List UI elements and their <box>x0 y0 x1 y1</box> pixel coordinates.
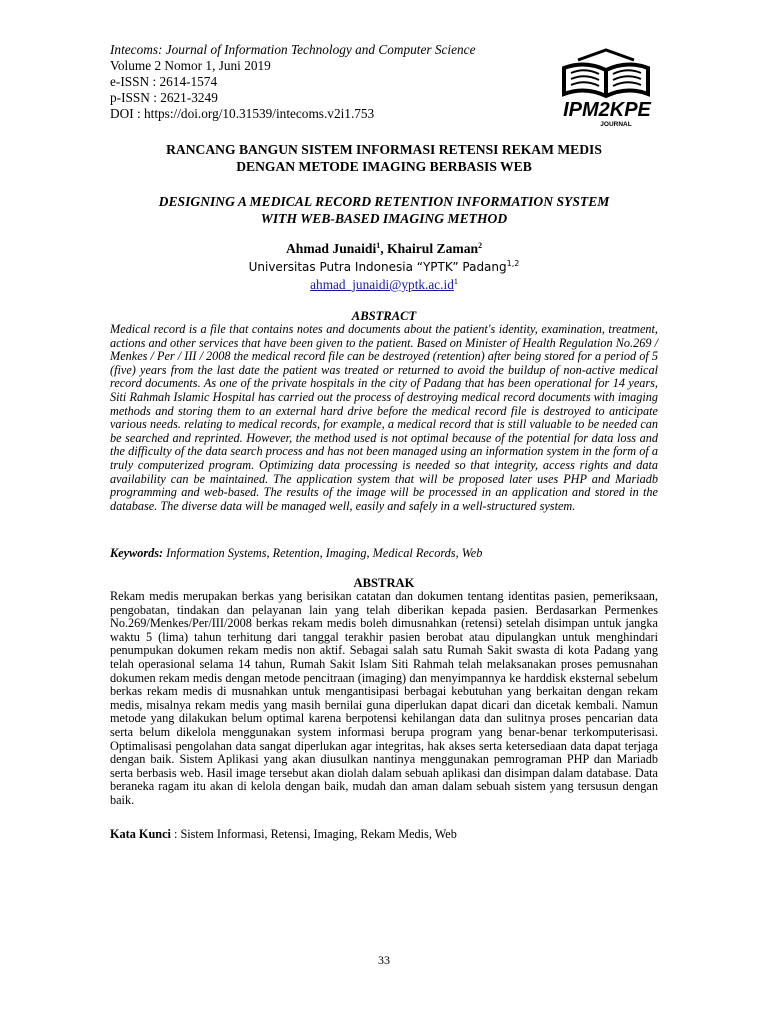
paper-title-english <box>110 193 658 227</box>
email-sup: 1 <box>453 277 458 286</box>
journal-volume: Volume 2 Nomor 1, Juni 2019 <box>110 58 271 73</box>
title-id-line: DENGAN METODE IMAGING BERBASIS WEB <box>236 159 532 174</box>
kata-kunci-text: : Sistem Informasi, Retensi, Imaging, Rekam Medis, Web <box>170 827 457 841</box>
title-id-line: RANCANG BANGUN SISTEM INFORMASI RETENSI REKAM MEDIS <box>166 142 602 157</box>
kata-kunci-label: Kata Kunci <box>110 827 171 841</box>
author-separator: , <box>380 241 388 256</box>
journal-pissn: p-ISSN : 2621-3249 <box>110 90 218 105</box>
kata-kunci <box>110 827 658 841</box>
keywords-label: Keywords: <box>110 546 164 560</box>
journal-logo <box>552 46 662 130</box>
keywords-text: Information Systems, Retention, Imaging, Medical Records, Web <box>163 546 483 560</box>
title-en-line: DESIGNING A MEDICAL RECORD RETENTION INFORMATION SYSTEM <box>158 194 610 209</box>
abstrak-body: Rekam medis merupakan berkas yang berisikan catatan dan dokumen tentang identitas pasien, pemeriksaan, pengobatan, tindakan dan pelayanan lain yang telah diberikan kepada pasien. Berdasarkan Permenkes No.269/Menkes/Per/III/2008 berkas rekam medis boleh dimusnahkan (retensi) setelah disimpan untuk jangka waktu 5 (lima) tahun terhitung dari tanggal terakhir pasien berobat atau dipulangkan untuk menghindari penumpukan dokumen rekam medis non aktif. Sebagai salah satu Rumah Sakit swasta di kota Padang yang telah operasional selama 14 tahun, Rumah Sakit Islam Siti Rahmah telah melaksanakan proses pemusnahan dokumen rekam medis dengan metode pencitraan (imaging) dan menyimpannya ke harddisk eksternal sebelum berkas rekam medis di musnahkan untuk mengantisipasi berbagai kebutuhan yang berkaitan dengan rekam medis, misalnya rekam medis yang masih bernilai guna diperlukan dapat dicari dan dicetak kembali. Namun metode yang dilakukan belum optimal karena berpotensi kehilangan data dan sulitnya proses pencarian data serta belum dikelola menggunakan system informasi berupa program yang benar-benar terkomputerisasi. Optimalisasi pengolahan data sangat diperlukan agar integritas, hak akses serta ketersediaan data dapat terjaga dengan baik. Sistem Aplikasi yang akan diusulkan nantinya menggunakan pemrograman PHP dan Mariadb serta berbasis web. Hasil image tersebut akan diolah dalam sebuah aplikasi dan disimpan dalam database. Data beraneka ragam itu akan di kelola dengan baik, mudah dan aman dalam sebuah sistem yang tersusun dengan baik. <box>110 589 658 807</box>
journal-name: Intecoms: Journal of Information Technology and Computer Science <box>110 42 476 57</box>
author-name: Ahmad Junaidi <box>285 241 377 256</box>
logo-text: IPM2KPE <box>563 99 651 121</box>
journal-doi: DOI : https://doi.org/10.31539/intecoms.v2i1.753 <box>110 106 375 121</box>
author-list <box>110 240 658 257</box>
author-affil-sup: 1 <box>376 241 381 250</box>
title-en-line: WITH WEB-BASED IMAGING METHOD <box>260 211 508 226</box>
author-name: Khairul Zaman <box>387 241 479 256</box>
journal-header <box>110 42 550 122</box>
author-email-line <box>110 277 658 293</box>
abstract-body: Medical record is a file that contains notes and documents about the patient's identity, examination, treatment, actions and other services that have been given to the patient. Based on Minister of Health Regulation No.269 / Menkes / Per / III / 2008 the medical record file can be destroyed (retention) after being stored for a period of 5 (five) years from the last date the patient was treated or returned to avoid the buildup of non-active medical record documents. As one of the private hospitals in the city of Padang that has been operational for 14 years, Siti Rahmah Islamic Hospital has carried out the process of destroying medical record documents with imaging methods and storing them to an external hard drive before the medical record file is destroyed to anticipate various needs. relating to medical records, for example, a medical record that is still valuable to be needed can be searched and reprinted. However, the method used is not optimal because of the potential for data loss and the difficulty of the data search process and has not been managed using an information system in the form of a truly computerized program. Optimizing data processing is needed so that integrity, access rights and data availability can be maintained. The application system that will be proposed later uses PHP and Mariadb programming and web-based. The results of the image will be processed in an application and stored in the database. The diverse data will be managed well, easily and safely in a well-structured system. <box>110 322 658 513</box>
open-book-icon <box>564 50 648 96</box>
author-affiliation <box>110 259 658 275</box>
paper-title-indonesian <box>110 141 658 175</box>
logo-subtext: JOURNAL <box>600 121 632 128</box>
author-affil-sup: 2 <box>478 241 483 250</box>
abstrak-heading: ABSTRAK <box>353 576 415 590</box>
journal-eissn: e-ISSN : 2614-1574 <box>110 74 218 89</box>
page-number: 33 <box>378 953 390 967</box>
keywords <box>110 546 658 560</box>
affiliation-text: Universitas Putra Indonesia “YPTK” Padang <box>248 260 507 274</box>
abstract-heading: ABSTRACT <box>351 309 417 323</box>
author-email-link[interactable]: ahmad_junaidi@yptk.ac.id <box>310 277 454 292</box>
affiliation-sup: 1,2 <box>506 259 520 268</box>
